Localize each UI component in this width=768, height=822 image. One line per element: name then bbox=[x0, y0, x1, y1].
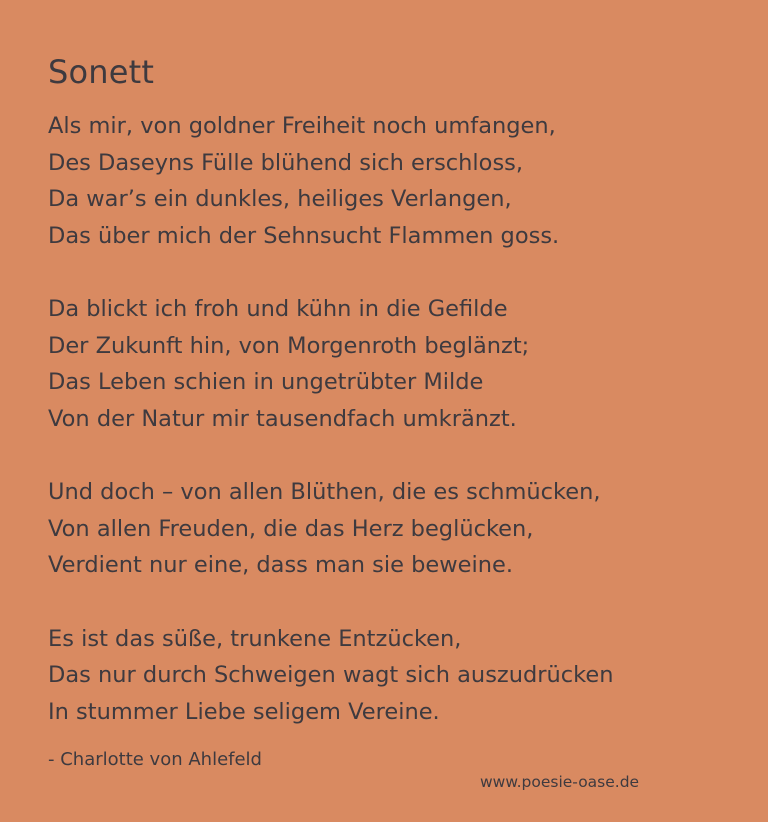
poem-line: Das über mich der Sehnsucht Flammen goss. bbox=[48, 222, 560, 249]
poem-line: Das Leben schien in ungetrübter Milde bbox=[48, 369, 484, 395]
poem-line: Da war’s ein dunkles, heiliges Verlangen, bbox=[48, 186, 512, 212]
poem-line: Es ist das süße, trunkene Entzücken, bbox=[48, 625, 462, 652]
poem-line: Da blickt ich froh und kühn in die Gefilde bbox=[48, 296, 508, 322]
website-url: www.poesie-oase.de bbox=[480, 773, 640, 791]
poem-line: Des Daseyns Fülle blühend sich erschloss, bbox=[48, 149, 524, 176]
poem-line: Und doch – von allen Blüthen, die es schmücken, bbox=[48, 479, 601, 505]
poem-line: Als mir, von goldner Freiheit noch umfangen, bbox=[48, 113, 556, 139]
poem-line: Von der Natur mir tausendfach umkränzt. bbox=[48, 405, 517, 432]
stanza-1 bbox=[48, 108, 728, 254]
poem-body bbox=[48, 108, 728, 767]
stanza-4 bbox=[48, 621, 728, 731]
poem-line: Verdient nur eine, dass man sie beweine. bbox=[48, 552, 514, 578]
stanza-3 bbox=[48, 474, 728, 584]
poem-line: Von allen Freuden, die das Herz beglücken, bbox=[48, 515, 534, 542]
poem-line: In stummer Liebe seligem Vereine. bbox=[48, 698, 440, 725]
poem-title: Sonett bbox=[48, 53, 155, 91]
poem-line: Der Zukunft hin, von Morgenroth beglänzt; bbox=[48, 332, 530, 359]
poem-line: Das nur durch Schweigen wagt sich auszudrücken bbox=[48, 662, 614, 688]
author-credit: - Charlotte von Ahlefeld bbox=[48, 749, 262, 770]
stanza-2 bbox=[48, 291, 728, 437]
